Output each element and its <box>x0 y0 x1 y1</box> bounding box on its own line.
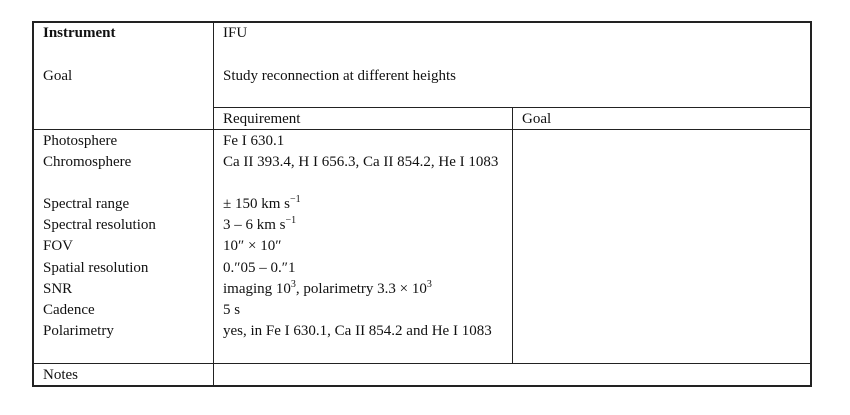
requirement-spectral-resolution <box>223 216 296 235</box>
row-label-snr: SNR <box>43 281 73 297</box>
requirement-polarimetry: yes, in Fe I 630.1, Ca II 854.2 and He I 1083 <box>223 323 492 339</box>
instrument-value: IFU <box>223 25 248 41</box>
requirement-snr-imaging: imaging 10 <box>223 281 291 297</box>
table-border-right <box>810 21 812 387</box>
requirements-table <box>32 21 812 387</box>
requirement-spectral-range <box>223 195 301 214</box>
column-header-requirement: Requirement <box>223 111 301 127</box>
table-border-top <box>32 21 812 23</box>
row-label-cadence: Cadence <box>43 302 95 318</box>
row-label-spatial-resolution: Spatial resolution <box>43 260 149 276</box>
row-label-fov: FOV <box>43 238 74 254</box>
row-label-spectral-resolution: Spectral resolution <box>43 217 156 233</box>
requirement-snr-imaging-exponent: 3 <box>290 279 296 290</box>
requirement-snr-polarimetry-exponent: 3 <box>426 279 432 290</box>
requirement-snr-polarimetry: , polarimetry 3.3 × 10 <box>295 281 427 297</box>
row-label-spectral-range: Spectral range <box>43 196 130 212</box>
requirement-photosphere: Fe I 630.1 <box>223 133 285 149</box>
requirement-spatial-resolution: 0.″05 – 0.″1 <box>223 260 296 276</box>
requirement-cadence: 5 s <box>223 302 241 318</box>
requirement-snr <box>223 280 432 299</box>
row-label-photosphere: Photosphere <box>43 133 118 149</box>
instrument-label: Instrument <box>43 25 116 41</box>
goal-label: Goal <box>43 68 73 84</box>
divider-body <box>32 129 812 130</box>
notes-label: Notes <box>43 367 78 383</box>
column-header-goal: Goal <box>522 111 552 127</box>
requirement-spectral-resolution-text: 3 – 6 km s <box>223 217 286 233</box>
divider-goal-column <box>512 107 513 363</box>
divider-label-column <box>213 21 214 387</box>
row-label-polarimetry: Polarimetry <box>43 323 114 339</box>
divider-header <box>214 107 812 108</box>
goal-value: Study reconnection at different heights <box>223 68 456 84</box>
requirement-chromosphere: Ca II 393.4, H I 656.3, Ca II 854.2, He I 1083 <box>223 154 499 170</box>
requirement-spectral-range-exponent: −1 <box>290 194 301 205</box>
table-border-left <box>32 21 34 387</box>
row-label-chromosphere: Chromosphere <box>43 154 132 170</box>
requirement-fov: 10″ × 10″ <box>223 238 282 254</box>
divider-notes <box>32 363 812 364</box>
requirement-spectral-resolution-exponent: −1 <box>285 215 297 226</box>
requirement-spectral-range-text: ± 150 km s <box>223 196 290 212</box>
table-border-bottom <box>32 385 812 387</box>
